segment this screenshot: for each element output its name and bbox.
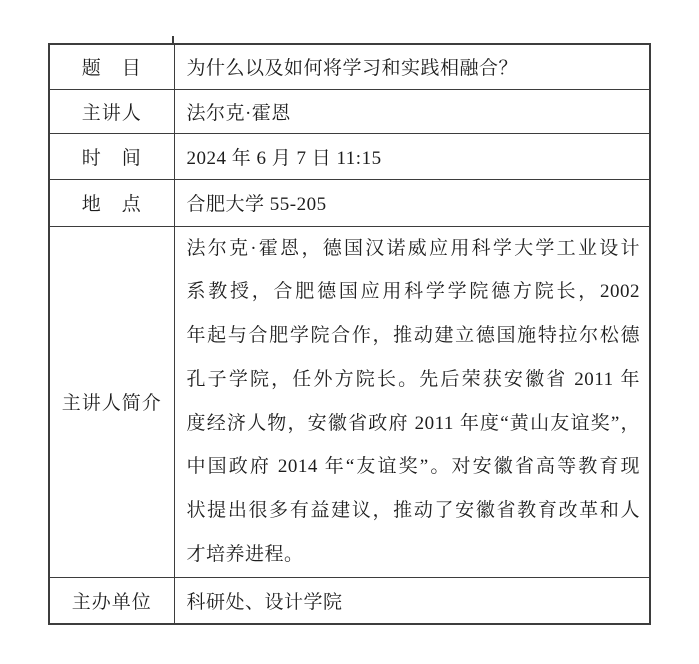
bio-line-4: 孔子学院，任外方院长。先后荣获安徽省 2011 年: [186, 368, 640, 390]
bio-line-6: 中国政府 2014 年“友谊奖”。对安徽省高等教育现: [186, 456, 640, 478]
bio-value: [174, 226, 650, 577]
table-row-location: [49, 179, 650, 226]
bio-line-5: 度经济人物，安徽省政府 2011 年度“黄山友谊奖”，: [186, 412, 640, 434]
table-row-bio: [49, 226, 650, 577]
table-row-title: [49, 44, 650, 89]
title-label: 题 目: [49, 44, 174, 89]
bio-line-8: 才培养进程。: [186, 543, 304, 565]
time-label: 时 间: [49, 133, 174, 179]
bio-line-1: 法尔克·霍恩，德国汉诺威应用科学大学工业设计: [186, 237, 640, 259]
bio-line-3: 年起与合肥学院合作，推动建立德国施特拉尔松德: [186, 325, 640, 346]
bio-label: 主讲人简介: [49, 226, 174, 577]
speaker-value: 法尔克·霍恩: [174, 89, 650, 133]
table-row-organizer: [49, 577, 650, 624]
location-value: 合肥大学 55-205: [174, 179, 650, 226]
organizer-label: 主办单位: [49, 577, 174, 624]
time-value: 2024 年 6 月 7 日 11:15: [174, 133, 650, 179]
organizer-value: 科研处、设计学院: [174, 577, 650, 624]
location-label: 地 点: [49, 179, 174, 226]
table-row-time: [49, 133, 650, 179]
bio-line-2: 系教授，合肥德国应用科学学院德方院长，2002: [186, 281, 640, 303]
speaker-label: 主讲人: [49, 89, 174, 133]
lecture-info-table: [48, 43, 651, 625]
table-row-speaker: [49, 89, 650, 133]
bio-line-7: 状提出很多有益建议，推动了安徽省教育改革和人: [186, 500, 640, 521]
title-value: 为什么以及如何将学习和实践相融合？: [174, 44, 650, 89]
